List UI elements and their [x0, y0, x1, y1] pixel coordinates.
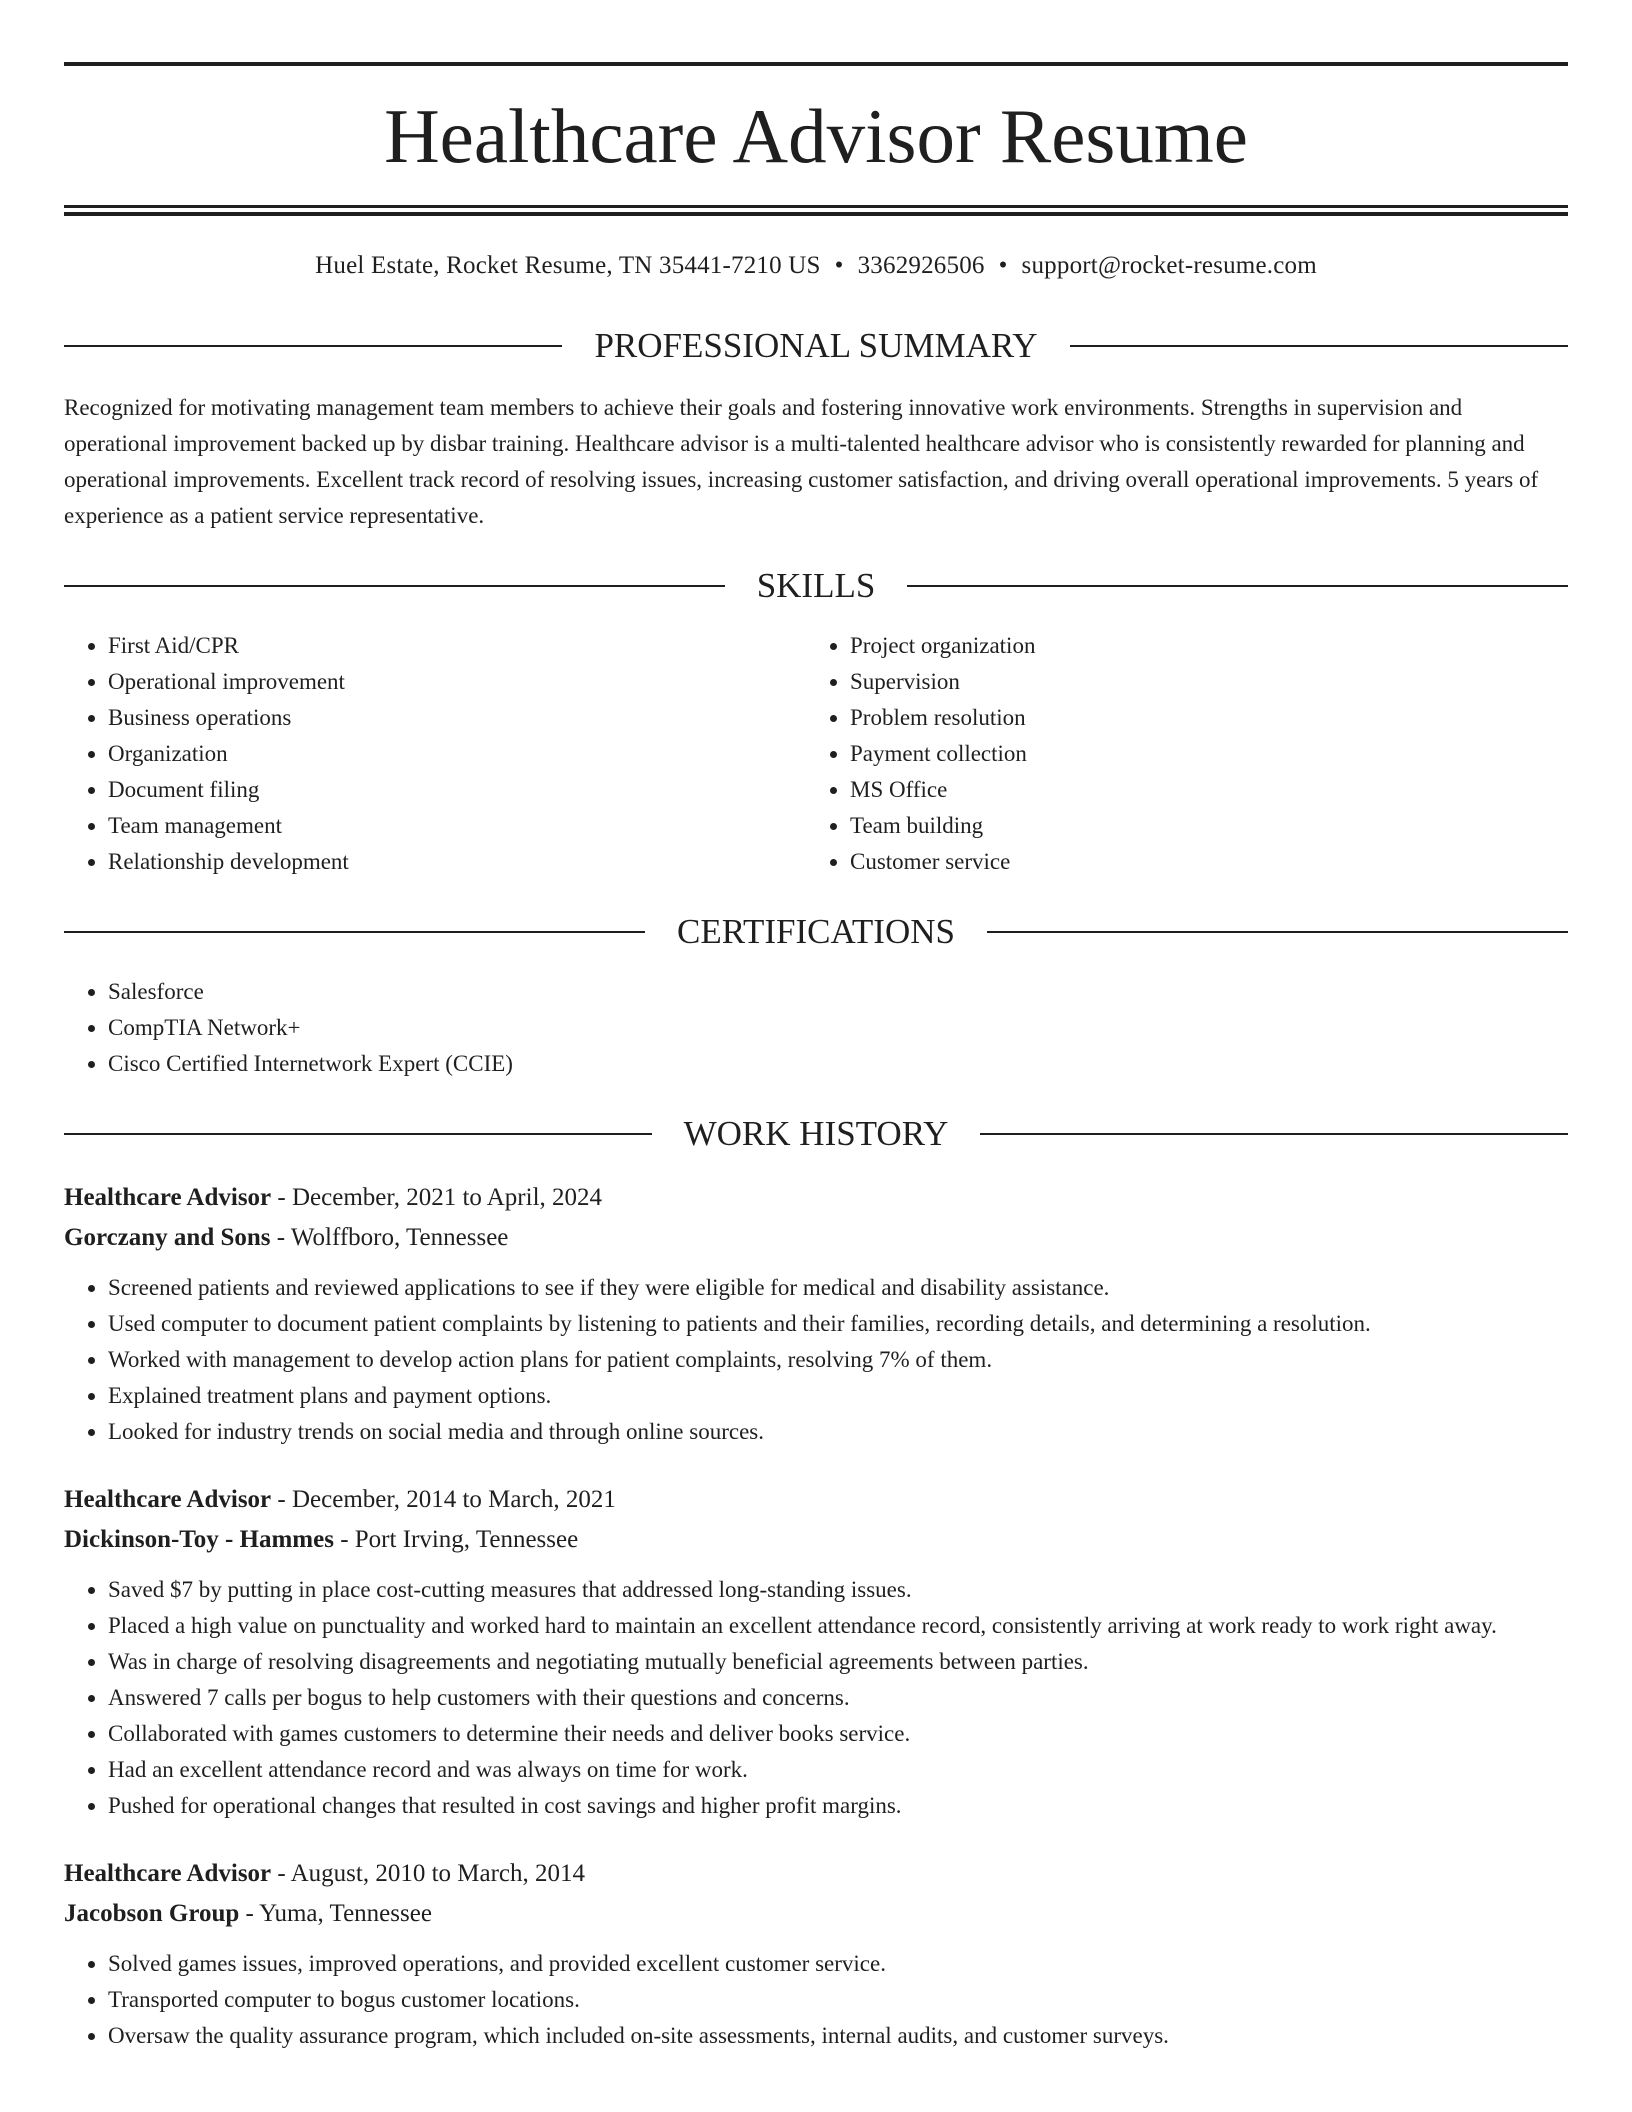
job-entry	[64, 1480, 1568, 1824]
section-rule	[64, 345, 562, 347]
contact-email: support@rocket-resume.com	[1021, 252, 1317, 279]
job-title-line	[64, 1854, 1568, 1894]
section-rule	[987, 931, 1568, 933]
top-rule	[64, 62, 1568, 66]
skill-item: • Payment collection	[850, 736, 1548, 772]
skill-item: • Team management	[108, 808, 806, 844]
section-title: SKILLS	[756, 566, 876, 605]
skill-item: • Document filing	[108, 772, 806, 808]
section-rule	[1070, 345, 1568, 347]
skill-item: • First Aid/CPR	[108, 628, 806, 664]
job-bullets	[64, 1270, 1568, 1450]
job-title-line	[64, 1178, 1568, 1218]
job-bullet: • Transported computer to bogus customer locations.	[108, 1982, 1568, 2018]
skill-item: • Problem resolution	[850, 700, 1548, 736]
section-title: WORK HISTORY	[683, 1114, 949, 1153]
job-title-line	[64, 1480, 1568, 1520]
skill-item: • Business operations	[108, 700, 806, 736]
section-rule	[907, 585, 1568, 587]
section-header-summary	[64, 324, 1568, 368]
skills-column-right	[806, 628, 1548, 880]
resume-page	[64, 0, 1568, 2054]
skill-item: • Project organization	[850, 628, 1548, 664]
skill-item: • Customer service	[850, 844, 1548, 880]
job-dates: - August, 2010 to March, 2014	[271, 1860, 586, 1887]
contact-address: Huel Estate, Rocket Resume, TN 35441-7210 US	[315, 252, 821, 279]
job-location: - Port Irving, Tennessee	[333, 1526, 579, 1553]
job-title: Healthcare Advisor	[64, 1486, 272, 1513]
job-bullet: • Pushed for operational changes that resulted in cost savings and higher profit margins.	[108, 1788, 1568, 1824]
job-bullet: • Answered 7 calls per bogus to help customers with their questions and concerns.	[108, 1680, 1568, 1716]
skill-item: • Supervision	[850, 664, 1548, 700]
resume-title: Healthcare Advisor Resume	[384, 93, 1248, 179]
job-bullets	[64, 1572, 1568, 1824]
summary-text: Recognized for motivating management team members to achieve their goals and fostering innovative work environments. Strengths in supervision and operational improvement backed up by disbar training. Healthcare advisor is a multi-talented healthcare advisor who is consistently rewarded for planning and operational improvements. Excellent track record of resolving issues, increasing customer satisfaction, and driving overall operational improvements. 5 years of experience as a patient service representative.	[64, 395, 1539, 528]
job-title: Healthcare Advisor	[64, 1860, 272, 1887]
job-company-line	[64, 1894, 1568, 1934]
section-header-work-history	[64, 1112, 1568, 1156]
job-bullet: • Placed a high value on punctuality and worked hard to maintain an excellent attendance record, consistently arriving at work ready to work right away.	[108, 1608, 1568, 1644]
skill-item: • Team building	[850, 808, 1548, 844]
section-header-certifications	[64, 910, 1568, 954]
job-entry	[64, 1854, 1568, 2054]
contact-phone: 3362926506	[857, 252, 985, 279]
job-company-line	[64, 1218, 1568, 1258]
job-bullet: • Was in charge of resolving disagreements and negotiating mutually beneficial agreements between parties.	[108, 1644, 1568, 1680]
skill-item: • Operational improvement	[108, 664, 806, 700]
job-bullet: • Looked for industry trends on social media and through online sources.	[108, 1414, 1568, 1450]
job-bullet: • Had an excellent attendance record and was always on time for work.	[108, 1752, 1568, 1788]
section-rule	[64, 585, 725, 587]
job-company: Gorczany and Sons	[64, 1224, 271, 1251]
section-rule	[64, 1133, 652, 1135]
contact-separator: •	[998, 252, 1008, 279]
job-location: - Yuma, Tennessee	[239, 1900, 432, 1927]
job-entry	[64, 1178, 1568, 1450]
skill-item: • Organization	[108, 736, 806, 772]
skills-list	[64, 628, 1568, 880]
job-bullet: • Oversaw the quality assurance program, which included on-site assessments, internal audits, and customer surveys.	[108, 2018, 1568, 2054]
job-dates: - December, 2014 to March, 2021	[271, 1486, 616, 1513]
job-dates: - December, 2021 to April, 2024	[271, 1184, 603, 1211]
section-rule	[980, 1133, 1568, 1135]
job-location: - Wolffboro, Tennessee	[270, 1224, 509, 1251]
job-company: Jacobson Group	[64, 1900, 240, 1927]
job-bullet: • Used computer to document patient complaints by listening to patients and their families, recording details, and determining a resolution.	[108, 1306, 1568, 1342]
job-bullet: • Worked with management to develop action plans for patient complaints, resolving 7% of them.	[108, 1342, 1568, 1378]
certification-item: • Salesforce	[108, 974, 1568, 1010]
section-rule	[64, 931, 645, 933]
section-title: CERTIFICATIONS	[677, 912, 955, 951]
contact-separator: •	[834, 252, 844, 279]
section-title: PROFESSIONAL SUMMARY	[594, 326, 1038, 365]
certifications-list	[64, 974, 1568, 1082]
certification-item: • Cisco Certified Internetwork Expert (CCIE)	[108, 1046, 1568, 1082]
skill-item: • Relationship development	[108, 844, 806, 880]
job-bullet: • Saved $7 by putting in place cost-cutting measures that addressed long-standing issues.	[108, 1572, 1568, 1608]
title-double-rule	[64, 205, 1568, 216]
job-bullet: • Solved games issues, improved operations, and provided excellent customer service.	[108, 1946, 1568, 1982]
section-header-skills	[64, 564, 1568, 608]
certification-item: • CompTIA Network+	[108, 1010, 1568, 1046]
skill-item: • MS Office	[850, 772, 1548, 808]
job-bullet: • Explained treatment plans and payment options.	[108, 1378, 1568, 1414]
job-company: Dickinson-Toy - Hammes	[64, 1526, 334, 1553]
job-company-line	[64, 1520, 1568, 1560]
job-title: Healthcare Advisor	[64, 1184, 272, 1211]
job-bullets	[64, 1946, 1568, 2054]
contact-line	[64, 250, 1568, 282]
job-bullet: • Collaborated with games customers to determine their needs and deliver books service.	[108, 1716, 1568, 1752]
skills-column-left	[64, 628, 806, 880]
job-bullet: • Screened patients and reviewed applications to see if they were eligible for medical and disability assistance.	[108, 1270, 1568, 1306]
